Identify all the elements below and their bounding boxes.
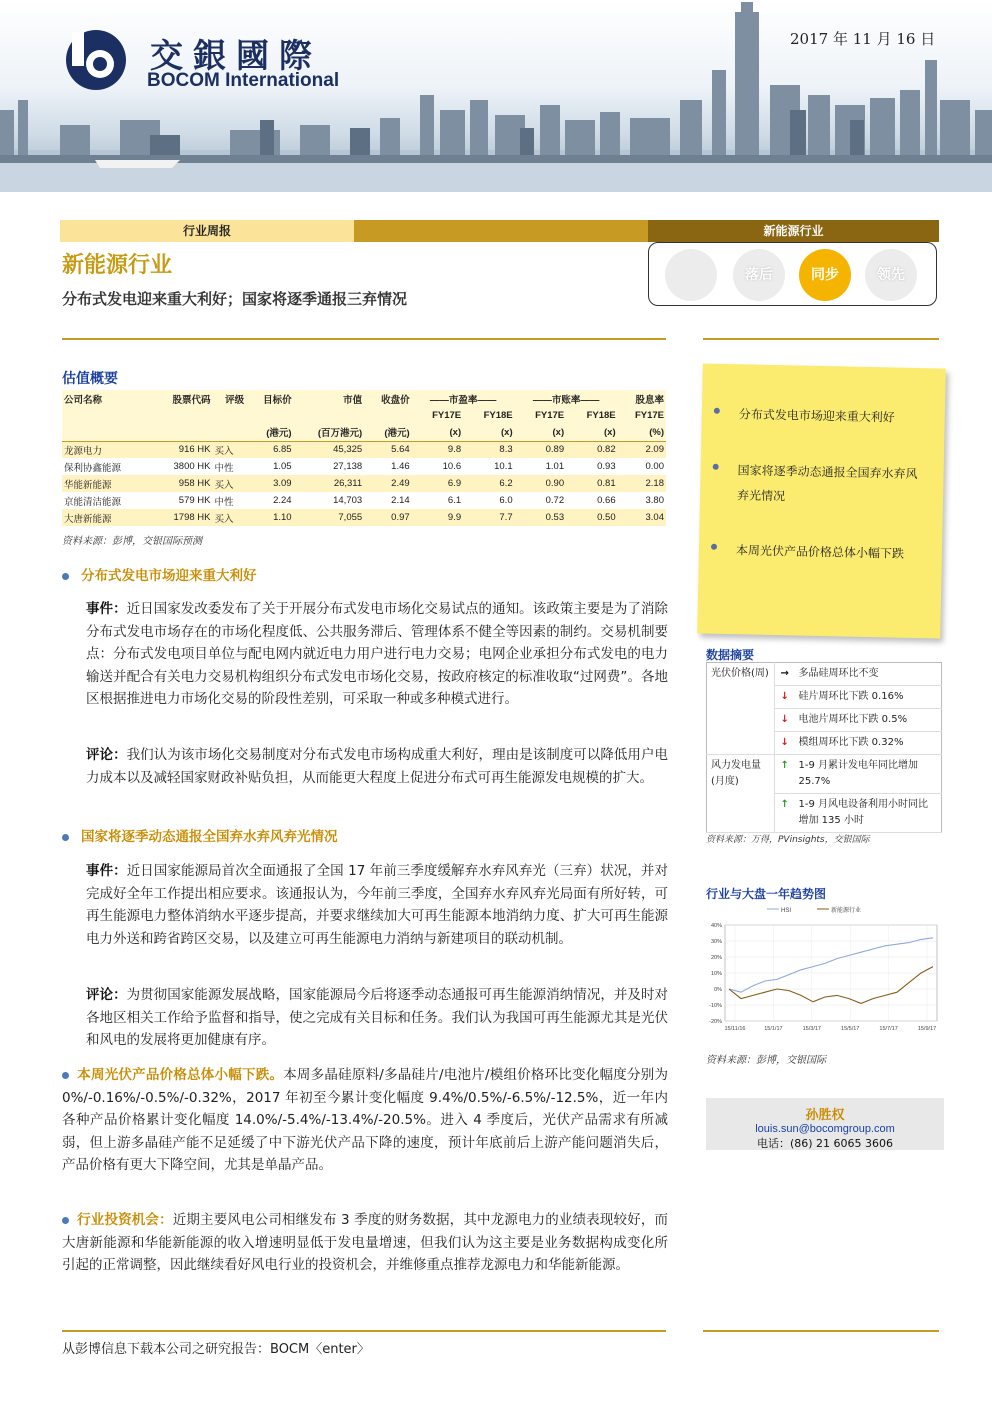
- col-header: (x): [604, 426, 616, 438]
- table-cell: 2.49: [391, 478, 410, 489]
- report-subtitle: 分布式发电迎来重大利好；国家将逐季通报三弃情况: [62, 290, 408, 308]
- table-cell: 10.1: [494, 461, 513, 472]
- col-header: FY18E: [586, 410, 616, 421]
- table-cell: 龙源电力: [64, 445, 103, 457]
- table-cell: 1798 HK: [173, 512, 211, 523]
- table-cell: 5.64: [391, 444, 410, 456]
- valuation-source: 资料来源：彭博，交银国际预测: [62, 536, 202, 547]
- table-row: [62, 458, 666, 475]
- col-header: 股票代码: [172, 394, 211, 406]
- table-cell: 0.82: [597, 444, 616, 456]
- col-header-pe: ——市盈率——: [429, 394, 497, 406]
- table-row: [62, 492, 666, 509]
- x-tick-label: 15/11/16: [724, 1026, 746, 1032]
- legend-label: HSI: [781, 908, 792, 914]
- table-cell: 大唐新能源: [64, 513, 112, 525]
- key-point-item: [711, 538, 921, 567]
- trend-chart-title: 行业与大盘一年趋势图: [706, 887, 827, 901]
- section-1-event: [86, 598, 668, 711]
- bullet-icon: [711, 544, 717, 550]
- table-cell: 3.80: [645, 495, 664, 506]
- data-item: 多晶硅周环比不变: [795, 663, 942, 686]
- divider: [62, 1330, 666, 1332]
- col-header: FY17E: [634, 410, 664, 421]
- col-header: (百万港元): [317, 428, 363, 440]
- trend-chart-source: 资料来源：彭博，交银国际: [706, 1055, 826, 1066]
- rating-lag: 落后: [733, 249, 785, 301]
- key-point-item: [712, 458, 923, 512]
- col-header: FY17E: [535, 410, 565, 421]
- data-item: 1-9 月累计发电年同比增加 25.7%: [795, 755, 942, 794]
- data-item: 电池片周环比下跌 0.5%: [795, 709, 942, 732]
- table-row: [707, 755, 942, 794]
- event-label: 事件：: [86, 863, 127, 879]
- data-summary-source: 资料来源：万得，PVinsights，交银国际: [706, 835, 870, 845]
- table-cell: 14,703: [333, 495, 363, 506]
- table-cell: 1.46: [391, 461, 410, 472]
- y-tick-label: 20%: [710, 955, 722, 961]
- y-tick-label: 40%: [710, 923, 722, 929]
- table-cell: 买入: [214, 445, 234, 457]
- table-cell: 中性: [214, 496, 234, 508]
- analyst-name: 孙胜权: [805, 1108, 845, 1123]
- table-cell: 6.9: [447, 478, 462, 489]
- col-header: 市值: [343, 394, 363, 406]
- table-cell: 0.00: [645, 461, 664, 472]
- col-header: (%): [649, 426, 664, 438]
- valuation-title: 估值概要: [62, 371, 118, 387]
- table-cell: 6.2: [499, 478, 513, 489]
- table-cell: 0.72: [545, 495, 565, 506]
- comment-label: 评论：: [86, 987, 127, 1003]
- table-cell: 2.09: [645, 444, 664, 456]
- table-cell: 1.10: [273, 512, 292, 523]
- arrow-down-icon: ↓: [775, 732, 795, 755]
- x-tick-label: 15/7/17: [879, 1026, 898, 1032]
- table-cell: 10.6: [442, 461, 462, 472]
- divider: [62, 338, 666, 340]
- section-4: [62, 1209, 668, 1277]
- table-cell: 7.7: [499, 512, 513, 523]
- table-cell: 0.81: [597, 478, 616, 489]
- section-heading-text: 国家将逐季动态通报全国弃水弃风弃光情况: [81, 829, 338, 845]
- sector-label: 新能源行业: [648, 220, 939, 242]
- col-header: (x): [552, 426, 565, 438]
- y-tick-label: 30%: [710, 939, 722, 945]
- bocom-logo-icon: [64, 28, 128, 92]
- section-heading-text: 行业投资机会：: [77, 1212, 173, 1228]
- table-cell: 916 HK: [178, 444, 211, 456]
- table-cell: 1.01: [545, 461, 565, 472]
- key-point-text: 本周光伏产品价格总体小幅下跌: [735, 543, 905, 561]
- arrow-down-icon: ↓: [775, 709, 795, 732]
- table-header-row: [62, 390, 666, 407]
- table-cell: 45,325: [333, 444, 363, 456]
- section-1-comment: [86, 744, 668, 789]
- y-tick-label: -10%: [709, 1003, 722, 1009]
- table-cell: 0.89: [545, 444, 565, 456]
- data-item: 模组周环比下跌 0.32%: [795, 732, 942, 755]
- col-header: 评级: [225, 394, 245, 406]
- table-header-row: [62, 424, 666, 441]
- category-pv: 光伏价格(周): [707, 663, 775, 755]
- table-cell: 6.1: [447, 495, 462, 506]
- table-cell: 2.24: [273, 495, 292, 506]
- arrow-down-icon: ↓: [775, 686, 795, 709]
- table-cell: 0.50: [597, 512, 616, 523]
- analyst-email-link[interactable]: louis.sun@bocomgroup.com: [755, 1123, 895, 1135]
- arrow-up-icon: ↑: [775, 755, 795, 794]
- table-cell: 3.04: [645, 512, 664, 523]
- table-cell: 京能清洁能源: [64, 496, 122, 508]
- table-cell: 中性: [214, 462, 234, 474]
- bullet-icon: [62, 573, 69, 580]
- bullet-icon: [62, 834, 69, 841]
- section-heading-text: 本周光伏产品价格总体小幅下跌。: [77, 1067, 284, 1083]
- section-3: [62, 1064, 668, 1177]
- bullet-icon: [62, 1217, 69, 1224]
- footer-text: 从彭博信息下载本公司之研究报告：BOCM〈enter〉: [62, 1342, 370, 1357]
- y-tick-label: -20%: [709, 1019, 722, 1025]
- rating-indicator: [648, 242, 937, 306]
- y-tick-label: 10%: [710, 971, 722, 977]
- report-type-bar: [60, 220, 939, 242]
- report-type-label: 行业周报: [60, 220, 354, 242]
- table-cell: 2.14: [391, 495, 410, 506]
- table-cell: 0.66: [597, 495, 616, 506]
- table-cell: 华能新能源: [64, 479, 112, 491]
- table-row: [62, 509, 666, 526]
- analyst-card: [706, 1098, 944, 1150]
- event-label: 事件：: [86, 601, 127, 617]
- sector-title: 新能源行业: [62, 252, 173, 278]
- key-point-text: 国家将逐季动态通报全国弃水弃风弃光情况: [736, 463, 918, 504]
- key-point-item: [714, 402, 924, 431]
- divider: [703, 1330, 939, 1332]
- x-tick-label: 15/3/17: [802, 1026, 821, 1032]
- table-cell: 9.9: [447, 512, 462, 523]
- table-cell: 579 HK: [178, 495, 211, 506]
- table-row: [62, 475, 666, 492]
- logo-chinese-name: 交銀國際: [150, 36, 322, 75]
- col-header: FY17E: [432, 410, 462, 421]
- table-cell: 1.05: [273, 461, 292, 472]
- key-point-text: 分布式发电市场迎来重大利好: [738, 407, 895, 425]
- table-cell: 27,138: [333, 461, 363, 472]
- table-cell: 0.93: [597, 461, 616, 472]
- data-item: 硅片周环比下跌 0.16%: [795, 686, 942, 709]
- col-header: 目标价: [263, 394, 292, 406]
- rating-lead: 领先: [865, 249, 917, 301]
- x-tick-label: 15/5/17: [841, 1026, 860, 1032]
- data-item: 1-9 月风电设备利用小时同比增加 135 小时: [795, 794, 942, 833]
- report-date: 2017 年 11 月 16 日: [790, 30, 936, 48]
- col-header: (x): [449, 426, 462, 438]
- event-text: 近日国家发改委发布了关于开展分布式发电市场化交易试点的通知。该政策主要是为了消除分布式发电市场存在的市场化程度低、公共服务滞后、管理体系不健全等因素的制约。交易机制要点：分布式发电项目单位与配电网内就近电力用户进行电力交易；电网企业承担分布式发电的电力输送并配合有关电力交易机构组织分布式发电市场化交易，按政府核定的标准收取“过网费”。各地区根据推进电力市场化交易的阶段性差别，可采取一种或多种模式进行。: [86, 601, 669, 707]
- table-cell: 买入: [214, 479, 234, 491]
- section-heading-text: 分布式发电市场迎来重大利好: [81, 568, 257, 584]
- table-cell: 保利协鑫能源: [64, 462, 122, 474]
- analyst-phone: 电话：(86) 21 6065 3606: [756, 1137, 894, 1150]
- table-row: [62, 441, 666, 458]
- col-header: (港元): [266, 428, 292, 440]
- col-header: (港元): [384, 428, 410, 440]
- section-body: 近期主要风电公司相继发布 3 季度的财务数据，其中龙源电力的业绩表现较好，而大唐新能源和华能新能源的收入增速明显低于发电量增速，但我们认为这主要是业务数据构成变化所引起的正常调整，因此继续看好风电行业的投资机会，并维修重点推荐龙源电力和华能新能源。: [62, 1212, 669, 1273]
- divider: [703, 338, 939, 340]
- table-cell: 958 HK: [178, 478, 211, 489]
- table-cell: 3800 HK: [173, 461, 211, 472]
- table-cell: 8.3: [499, 444, 513, 456]
- section-2-comment: [86, 984, 668, 1052]
- col-header: 公司名称: [64, 394, 103, 406]
- table-cell: 0.97: [391, 512, 410, 523]
- table-cell: 买入: [214, 513, 234, 525]
- section-heading-1: [62, 564, 257, 584]
- rating-sync-active: 同步: [799, 249, 851, 301]
- table-cell: 3.09: [273, 478, 292, 489]
- table-cell: 0.53: [545, 512, 565, 523]
- col-header: (x): [501, 426, 513, 438]
- y-tick-label: 0%: [714, 987, 722, 993]
- bullet-icon: [713, 464, 719, 470]
- legend-label: 新能源行业: [831, 908, 862, 914]
- category-wind: 风力发电量(月度): [707, 755, 775, 833]
- table-cell: 26,311: [333, 478, 363, 489]
- section-heading-2: [62, 825, 338, 845]
- table-header-row: [62, 407, 666, 424]
- trend-line-chart: [703, 903, 943, 1043]
- arrow-up-icon: ↑: [775, 794, 795, 833]
- x-tick-label: 15/9/17: [917, 1026, 937, 1032]
- col-header: FY18E: [483, 410, 513, 421]
- bullet-icon: [714, 408, 720, 414]
- event-text: 近日国家能源局首次全面通报了全国 17 年前三季度缓解弃水弃风弃光（三弃）状况，并对完成好全年工作提出相应要求。该通报认为，今年前三季度，全国弃水弃风弃光局面有所好转，可再生能源电力整体消纳水平逐步提高，并要求继续加大可再生能源本地消纳力度、扩大可再生能源电力外送和跨省跨区交易，以及建立可再生能源电力消纳与新建项目的联动机制。: [86, 863, 669, 947]
- table-row: [707, 663, 942, 686]
- data-summary-table: [706, 662, 942, 833]
- data-summary-title: 数据摘要: [706, 648, 755, 662]
- bar-divider: [354, 220, 648, 242]
- col-header: 股息率: [635, 394, 664, 406]
- col-header-pb: ——市账率——: [532, 394, 600, 406]
- key-points-note: [697, 363, 946, 638]
- table-cell: 6.0: [499, 495, 513, 506]
- table-cell: 2.18: [645, 478, 664, 489]
- col-header: 收盘价: [381, 394, 410, 406]
- table-cell: 0.90: [545, 478, 565, 489]
- section-2-event: [86, 860, 668, 950]
- table-cell: 6.85: [273, 444, 292, 456]
- arrow-right-icon: →: [775, 663, 795, 686]
- rating-circle-blank: [665, 249, 717, 301]
- x-tick-label: 15/1/17: [764, 1026, 783, 1032]
- table-cell: 9.8: [447, 444, 462, 456]
- table-cell: 7,055: [338, 512, 363, 523]
- section-body: 本周多晶硅原料/多晶硅片/电池片/模组价格环比变化幅度分别为 0%/-0.16%/-0.5%/-0.32%，2017 年初至今累计变化幅度 9.4%/0.5%/-6.5%/-12.5%，近一年内各种产品价格累计变化幅度 14.0%/-5.4%/-13.4%/-20.5%。进入 4 季度后，光伏产品需求有所减弱，但上游多晶硅产能不足延缓了中下游光伏产品下降的速度，预计年底前后上游产能问题消失后，产品价格有更大下降空间，尤其是单晶产品。: [62, 1067, 668, 1173]
- comment-text: 我们认为该市场化交易制度对分布式发电市场构成重大利好，理由是该制度可以降低用户电力成本以及减轻国家财政补贴负担，从而能更大程度上促进分布式可再生能源发电规模的扩大。: [86, 747, 669, 786]
- logo-english-name: BOCOM International: [147, 70, 340, 91]
- bullet-icon: [62, 1072, 69, 1079]
- valuation-table: [62, 390, 666, 526]
- comment-text: 为贯彻国家能源发展战略，国家能源局今后将逐季动态通报可再生能源消纳情况，并及时对各地区相关工作给予监督和指导，使之完成有关目标和任务。我们认为我国可再生能源尤其是光伏和风电的发展将更加健康有序。: [86, 987, 669, 1048]
- comment-label: 评论：: [86, 747, 127, 763]
